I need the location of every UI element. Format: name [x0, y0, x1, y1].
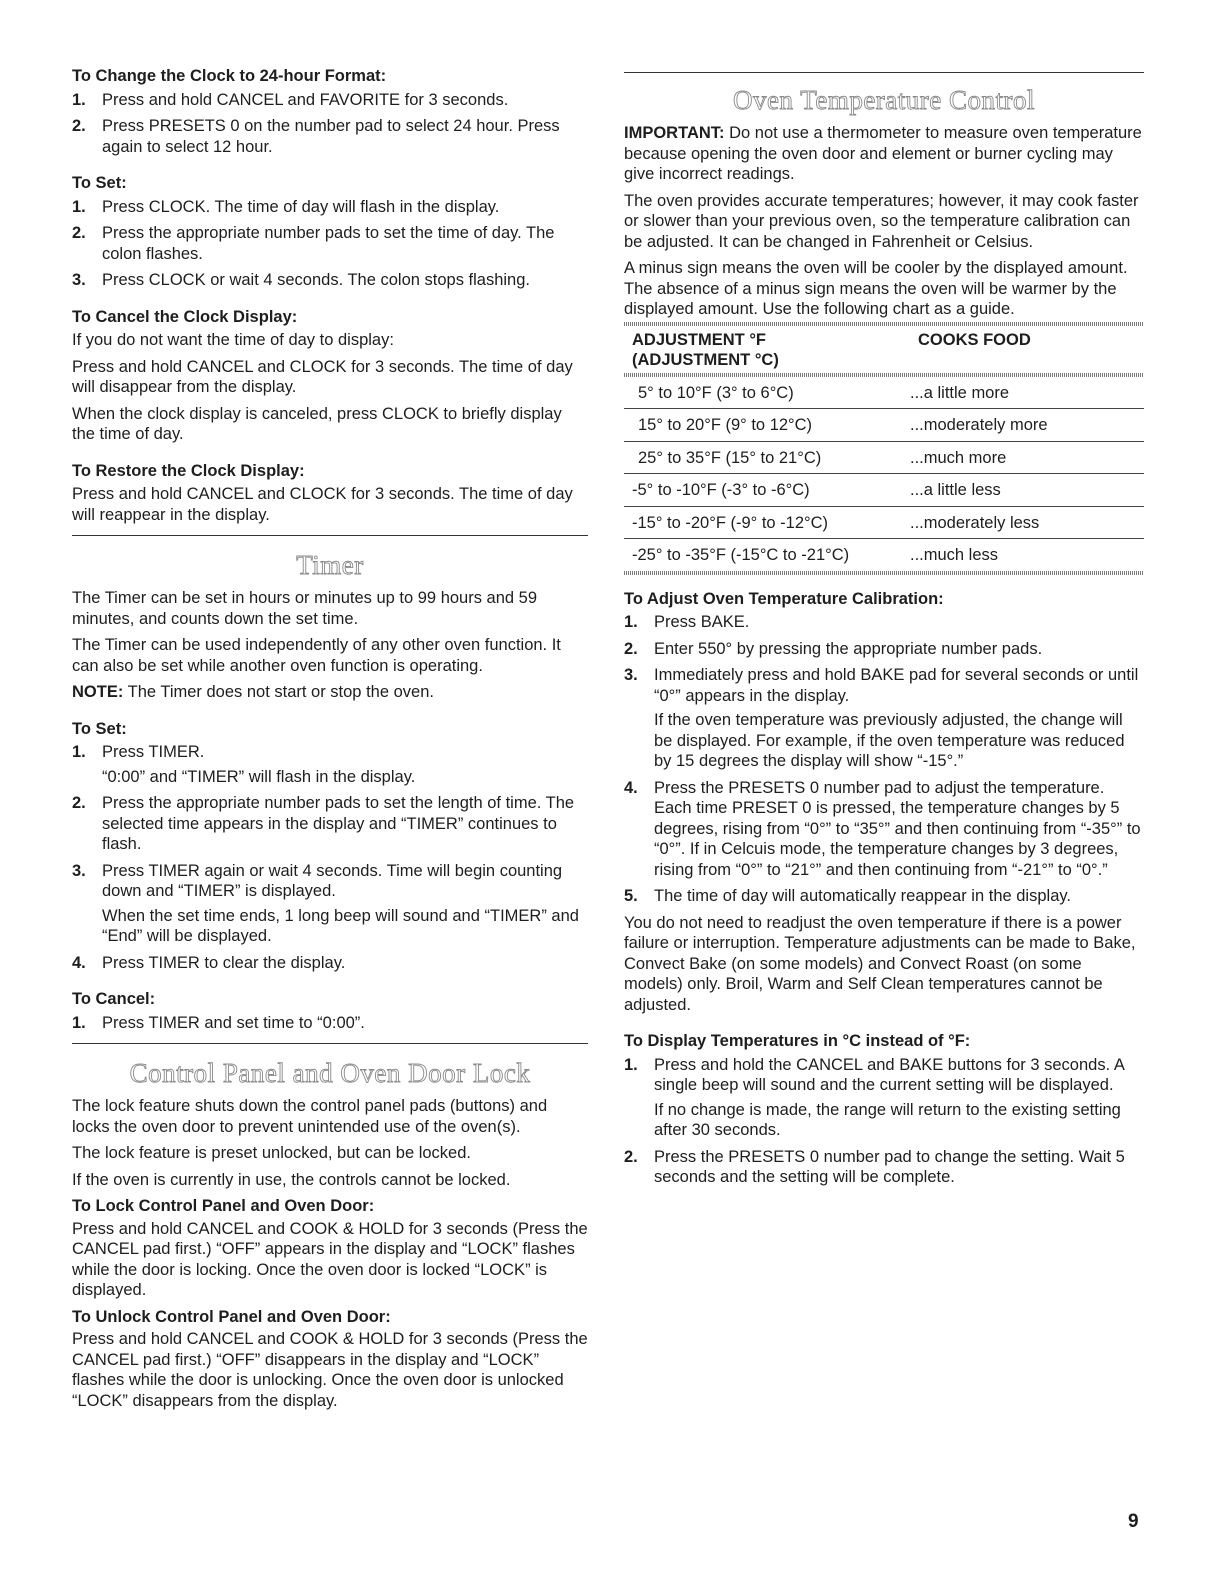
- list-item: 2. Press the appropriate number pads to set the time of day. The colon flashes.: [72, 224, 555, 263]
- table-header-adjustment: ADJUSTMENT °F (ADJUSTMENT °C): [632, 330, 779, 369]
- paragraph: When the clock display is canceled, press CLOCK to briefly display the time of day.: [72, 404, 562, 443]
- paragraph: If you do not want the time of day to display:: [72, 331, 394, 349]
- list-item: 2. Enter 550° by pressing the appropriate number pads.: [624, 639, 1043, 658]
- timer-note: NOTE: The Timer does not start or stop the oven.: [72, 683, 434, 701]
- paragraph: If the oven is currently in use, the controls cannot be locked.: [72, 1170, 511, 1189]
- cancel-clock-heading: To Cancel the Clock Display:: [72, 307, 298, 326]
- paragraph: A minus sign means the oven will be cooler by the displayed amount. The absence of a minus sign means the oven will be warmer by the displayed amount. Use the following chart as a guide.: [624, 259, 1128, 318]
- list-item: 2. Press the PRESETS 0 number pad to change the setting. Wait 5 seconds and the setting will be complete.: [624, 1147, 1125, 1186]
- important-note: IMPORTANT: Do not use a thermometer to measure oven temperature because opening the oven door and element or burner cycling may give incorrect readings.: [624, 124, 1142, 183]
- timer-cancel-steps: [72, 1013, 588, 1034]
- calibration-heading: To Adjust Oven Temperature Calibration:: [624, 589, 944, 608]
- list-item: 1. Press CLOCK. The time of day will flash in the display.: [72, 197, 500, 216]
- table-header-cooks-food: COOKS FOOD: [918, 330, 1031, 349]
- clock-set-steps: [72, 197, 588, 291]
- important-label: IMPORTANT:: [624, 124, 725, 142]
- celsius-steps: [624, 1055, 1144, 1188]
- paragraph: The Timer can be used independently of any other oven function. It can also be set while another oven function is operating.: [72, 636, 561, 675]
- list-item: 2. Press PRESETS 0 on the number pad to select 24 hour. Press again to select 12 hour.: [72, 117, 560, 156]
- table-bottom-border: [624, 571, 1144, 575]
- list-item: 4. Press TIMER to clear the display.: [72, 953, 346, 972]
- list-item: 1. Press BAKE.: [624, 613, 750, 631]
- paragraph: Press and hold CANCEL and CLOCK for 3 seconds. The time of day will reappear in the display.: [72, 485, 573, 524]
- clock-24h-heading: To Change the Clock to 24-hour Format:: [72, 67, 387, 85]
- calibration-steps: [624, 612, 1144, 907]
- table-row: 15° to 20°F (9° to 12°C) ...moderately more: [624, 409, 1144, 442]
- table-header-row: [624, 326, 1144, 373]
- list-item: 3. Immediately press and hold BAKE pad for several seconds or until “0°” appears in the display. If the oven temperature was previously adjusted, the change will be displayed. For example, if the oven temperature was reduced by 15 degrees the display will show “-15°.”: [624, 666, 1139, 770]
- note-label: NOTE:: [72, 683, 124, 701]
- paragraph: Press and hold CANCEL and COOK & HOLD for 3 seconds (Press the CANCEL pad first.) “OFF” disappears in the display and “LOCK” flashes while the door is unlocking. Once the oven door is unlocked “LOCK” disappears from the display.: [72, 1330, 588, 1410]
- celsius-heading: To Display Temperatures in °C instead of °F:: [624, 1032, 971, 1050]
- section-divider: [72, 1043, 588, 1044]
- clock-24h-steps: [72, 90, 588, 158]
- timer-set-steps: [72, 742, 588, 973]
- list-item: 3. Press CLOCK or wait 4 seconds. The colon stops flashing.: [72, 271, 530, 289]
- adjustment-table: [624, 326, 1144, 373]
- adjustment-table-body: [624, 377, 1144, 571]
- table-row: -25° to -35°F (-15°C to -21°C) ...much less: [632, 546, 999, 564]
- paragraph: The lock feature is preset unlocked, but can be locked.: [72, 1144, 471, 1162]
- paragraph: You do not need to readjust the oven temperature if there is a power failure or interruption. Temperature adjustments can be made to Bake, Convect Bake (on some models) and Convect Roast (on some models) only. Broil, Warm and Self Clean temperatures cannot be adjusted.: [624, 913, 1136, 1014]
- right-column: [624, 66, 1144, 1194]
- list-item: 5. The time of day will automatically reappear in the display.: [624, 887, 1071, 905]
- oven-temp-section-title: Oven Temperature Control: [732, 85, 1036, 115]
- lock-section-title: Control Panel and Oven Door Lock: [129, 1058, 531, 1088]
- section-divider: [624, 72, 1144, 73]
- paragraph: The oven provides accurate temperatures; however, it may cook faster or slower than your previous oven, so the temperature calibration can be adjusted. It can be changed in Fahrenheit or Celsius.: [624, 191, 1139, 251]
- paragraph: The lock feature shuts down the control panel pads (buttons) and locks the oven door to prevent unintended use of the oven(s).: [72, 1097, 548, 1136]
- page-number: 9: [1128, 1511, 1139, 1532]
- list-item: 1. Press TIMER. “0:00” and “TIMER” will flash in the display.: [72, 743, 416, 786]
- list-item: 4. Press the PRESETS 0 number pad to adjust the temperature. Each time PRESET 0 is pressed, the temperature changes by 5 degrees, rising from “0°” to “35°” and then continuing from “-35°” to “0°”. If in Celcuis mode, the temperature changes by 3 degrees, rising from “0°” to “21°” and then continuing from “-21°” to “0°.”: [624, 778, 1141, 879]
- left-column: [72, 66, 588, 1417]
- table-row: -5° to -10°F (-3° to -6°C) ...a little less: [624, 474, 1144, 507]
- list-item: 1. Press and hold CANCEL and FAVORITE for 3 seconds.: [72, 90, 509, 109]
- section-divider: [72, 535, 588, 536]
- paragraph: Press and hold CANCEL and COOK & HOLD for 3 seconds (Press the CANCEL pad first.) “OFF” appears in the display and “LOCK” flashes while the door is locking. Once the oven door is locked “LOCK” is displayed.: [72, 1219, 588, 1299]
- table-row: 5° to 10°F (3° to 6°C) ...a little more: [624, 377, 1144, 409]
- lock-heading: To Lock Control Panel and Oven Door:: [72, 1197, 375, 1215]
- timer-set-heading: To Set:: [72, 719, 127, 738]
- timer-section-title: Timer: [296, 550, 364, 580]
- unlock-heading: To Unlock Control Panel and Oven Door:: [72, 1307, 391, 1326]
- paragraph: The Timer can be set in hours or minutes up to 99 hours and 59 minutes, and counts down the set time.: [72, 589, 538, 628]
- timer-cancel-heading: To Cancel:: [72, 990, 156, 1008]
- list-item: 3. Press TIMER again or wait 4 seconds. Time will begin counting down and “TIMER” is displayed. When the set time ends, 1 long beep will sound and “TIMER” and “End” will be displayed.: [72, 861, 579, 945]
- restore-clock-heading: To Restore the Clock Display:: [72, 461, 305, 480]
- paragraph: Press and hold CANCEL and CLOCK for 3 seconds. The time of day will disappear from the display.: [72, 357, 573, 396]
- clock-set-heading: To Set:: [72, 174, 127, 192]
- list-item: 2. Press the appropriate number pads to set the length of time. The selected time appears in the display and “TIMER” continues to flash.: [72, 794, 575, 853]
- list-item: 1. Press and hold the CANCEL and BAKE buttons for 3 seconds. A single beep will sound and the current setting will be displayed. If no change is made, the range will return to the existing setting after 30 seconds.: [624, 1055, 1124, 1139]
- table-row: 25° to 35°F (15° to 21°C) ...much more: [624, 441, 1144, 474]
- table-row: -15° to -20°F (-9° to -12°C) ...moderately less: [624, 506, 1144, 539]
- list-item: 1. Press TIMER and set time to “0:00”.: [72, 1013, 365, 1032]
